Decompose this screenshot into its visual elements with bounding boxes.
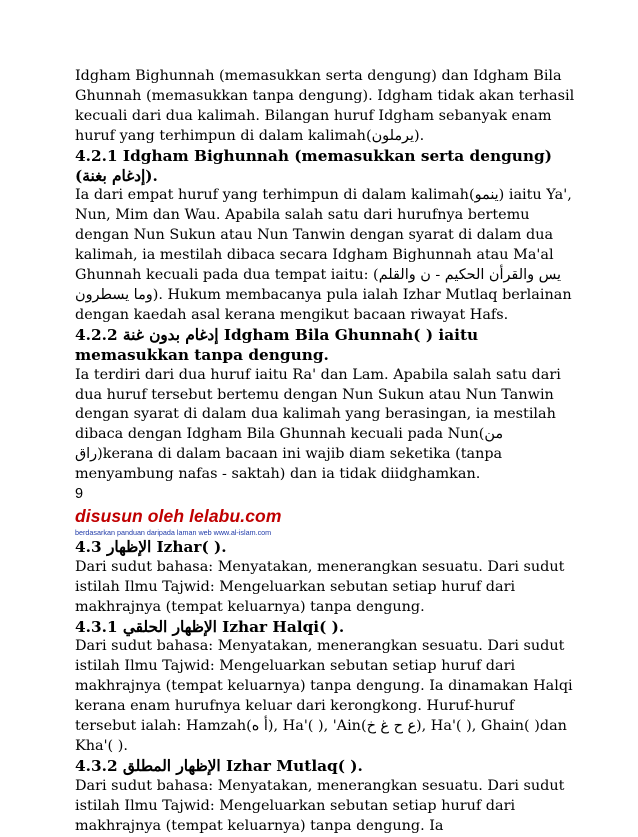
arabic-letters: ع ح غ خ [366,718,417,735]
paragraph-idgham-intro [75,67,575,147]
heading-4-2-2 [75,326,575,366]
arabic-word: الإظهار [106,537,152,556]
page-number: 9 [75,486,84,503]
paragraph-text: Idgham Bighunnah (memasukkan serta dengung) dan Idgham Bila Ghunnah (memasukkan tanpa dengung). Idgham tidak akan terhasil kecuali dari dua kalimah. Bilangan huruf Idgham sebanyak enam huruf yang terhimpun di dalam kalimah( [75,68,575,144]
heading-4-3 [75,538,575,558]
heading-4-2-1 [75,147,575,187]
heading-title: Idgham Bila Ghunnah( ) iaitu memasukkan tanpa dengung. [75,325,479,364]
paragraph-text: Dari sudut bahasa: Menyatakan, menerangkan sesuatu. Dari sudut istilah Ilmu Tajwid: Mengeluarkan sebutan setiap huruf dari makhrajnya (tempat keluarnya) tanpa dengung. Ia dinamakan Halqi kerana enam hurufnya keluar dari kerongkong. Huruf-huruf tersebut ialah: Hamzah( [75,638,573,735]
heading-text: ). [145,166,158,185]
arabic-letters: أ ه [251,718,268,735]
arabic-word: إدغام بدون غنة [122,325,219,344]
paragraph-text: Ia terdiri dari dua huruf iaitu Ra' dan Lam. Apabila salah satu dari dua huruf tersebut bertemu dengan Nun Sukun atau Nun Tanwin dengan syarat di dalam dua kalimah yang berasingan, ia mestilah dibaca dengan Idgham Bila Ghunnah kecuali pada Nun( [75,366,561,443]
paragraph-izhar [75,558,575,618]
heading-title: Izhar Mutlaq( ). [220,756,363,775]
arabic-word: الإظهار المطلق [122,756,221,775]
paragraph-text: )kerana di dalam bacaan ini wajib diam seketika (tanpa menyambung nafas - saktah) dan ia tidak diidghamkan. [75,446,503,483]
heading-number: 4.3.2 [75,756,118,775]
heading-title: Izhar( ). [151,537,227,556]
paragraph-text: Dari sudut bahasa: Menyatakan, menerangkan sesuatu. Dari sudut istilah Ilmu Tajwid: Mengeluarkan sebutan setiap huruf dari makhrajnya (tempat keluarnya) tanpa dengung. [75,558,565,615]
paragraph-text: ) iaitu Ya', Nun, Mim dan Wau. Apabila salah satu dari hurufnya bertemu dengan Nun Sukun atau Nun Tanwin dengan syarat di dalam dua kalimah, ia mestilah dibaca secara Idgham Bighunnah atau Ma'al Ghunnah kecuali pada dua tempat iaitu: ( [75,187,572,284]
arabic-word: من راق [75,426,504,463]
heading-number: 4.3.1 [75,617,118,636]
arabic-verse: يس والقرأن الحكيم - ن والقلم وما يسطرون [75,267,561,303]
document-page [75,67,575,837]
arabic-word: يرملون [371,127,414,144]
arabic-word: الإظهار الحلقي [122,617,217,636]
arabic-word: إدغام بغنة [82,166,146,185]
brand-footer: disusun oleh lelabu.com [75,505,282,526]
paragraph-text: ), Ha'( ), Ghain( )dan Kha'( ). [75,718,567,754]
paragraph-text: Ia dari empat huruf yang terhimpun di dalam kalimah( [75,187,475,204]
heading-4-3-1 [75,618,575,638]
paragraph-izhar-mutlaq [75,777,575,837]
heading-title: Izhar Halqi( ). [216,617,345,636]
heading-title: Idgham Bighunnah (memasukkan serta dengung)( [75,146,552,185]
heading-4-3-2 [75,757,575,777]
source-note: berdasarkan panduan daripada laman web www.al-islam.com [75,527,272,537]
paragraph-bila-ghunnah [75,366,575,485]
arabic-word: ينمو [474,187,499,204]
heading-number: 4.2.1 [75,146,118,165]
paragraph-text: ). Hukum membacanya pula ialah Izhar Mutlaq berlainan dengan kaedah asal kerana mengikut bacaan riwayat Hafs. [75,286,572,323]
paragraph-bighunnah [75,186,575,325]
paragraph-text: ), Ha'( ), 'Ain( [267,718,367,735]
heading-number: 4.2.2 [75,325,118,344]
heading-number: 4.3 [75,537,102,556]
paragraph-izhar-halqi [75,637,575,756]
paragraph-text: Dari sudut bahasa: Menyatakan, menerangkan sesuatu. Dari sudut istilah Ilmu Tajwid: Mengeluarkan sebutan setiap huruf dari makhrajnya (tempat keluarnya) tanpa dengung. Ia [75,777,565,834]
paragraph-text: ). [413,127,425,144]
